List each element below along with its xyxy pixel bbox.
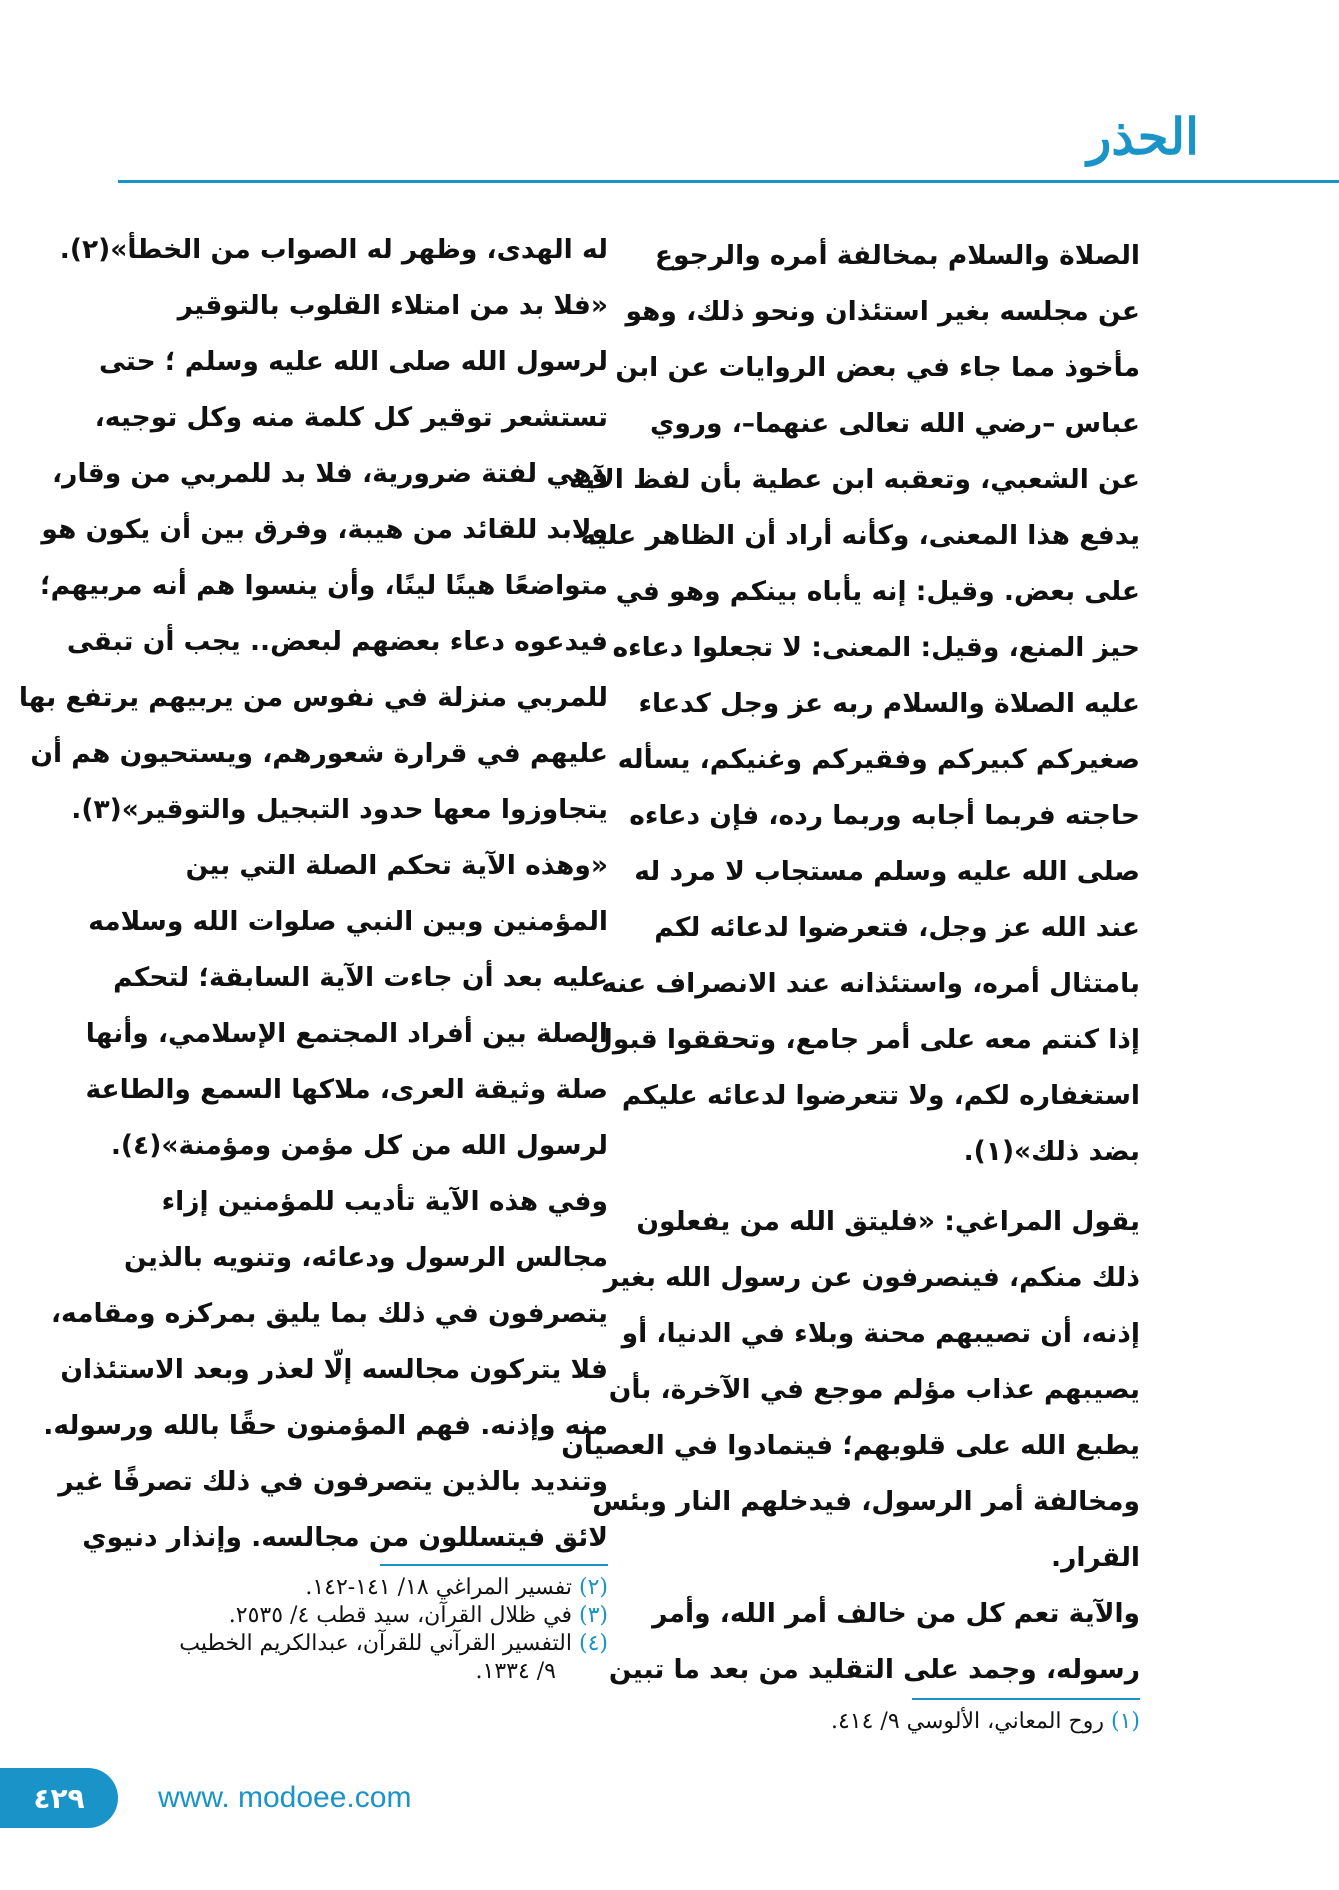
footnote-number: (٣)	[578, 1603, 608, 1628]
text-line: يتصرفون في ذلك بما يليق بمركزه ومقامه،	[50, 1298, 608, 1329]
footnote-divider	[912, 1698, 1140, 1700]
text-line: يصيبهم عذاب مؤلم موجع في الآخرة، بأن	[608, 1374, 1140, 1405]
text-line: فيدعوه دعاء بعضهم لبعض.. يجب أن تبقى	[66, 626, 608, 657]
text-line: له الهدى، وظهر له الصواب من الخطأ»(٢).	[59, 234, 608, 265]
footnote-text: تفسير المراغي ١٨/ ١٤١-١٤٢.	[305, 1575, 572, 1600]
footnote-continuation: ٩/ ١٣٣٤.	[475, 1659, 556, 1684]
text-line: عن الشعبي، وتعقبه ابن عطية بأن لفظ الآية	[569, 464, 1140, 495]
text-line: فلا يتركون مجالسه إلّا لعذر وبعد الاستئذان	[60, 1354, 608, 1385]
text-line: صلة وثيقة العرى، ملاكها السمع والطاعة	[85, 1074, 608, 1105]
text-line: الصلاة والسلام بمخالفة أمره والرجوع	[654, 240, 1140, 271]
text-line: عند الله عز وجل، فتعرضوا لدعائه لكم	[654, 912, 1140, 943]
text-line: لرسول الله صلى الله عليه وسلم ؛ حتى	[98, 346, 608, 377]
text-line: لائق فيتسللون من مجالسه. وإنذار دنيوي	[82, 1522, 608, 1553]
text-line: ومخالفة أمر الرسول، فيدخلهم النار وبئس	[592, 1486, 1140, 1517]
website-link[interactable]: www. modoee.com	[158, 1781, 412, 1814]
footnote	[652, 1708, 1140, 1736]
text-line: إذنه، أن تصيبهم محنة وبلاء في الدنيا، أو	[621, 1318, 1140, 1349]
text-line: مأخوذ مما جاء في بعض الروايات عن ابن	[615, 352, 1140, 383]
footnote	[118, 1574, 608, 1602]
page-header-title: الحذر	[1087, 107, 1199, 166]
left-text-column	[18, 222, 608, 1566]
footnote	[118, 1602, 608, 1630]
text-line: متواضعًا هينًا لينًا، وأن ينسوا هم أنه مربيهم؛	[40, 570, 608, 601]
text-line: ذلك منكم، فينصرفون عن رسول الله بغير	[603, 1262, 1140, 1293]
right-text-column	[561, 228, 1140, 1698]
text-line: إذا كنتم معه على أمر جامع، وتحققوا قبول	[589, 1024, 1140, 1055]
text-line: عليهم في قرارة شعورهم، ويستحيون هم أن	[30, 738, 608, 769]
footnote	[118, 1630, 608, 1658]
text-line: عباس –رضي الله تعالى عنهما–، وروي	[650, 408, 1140, 439]
text-line: للمربي منزلة في نفوس من يربيهم يرتفع بها	[18, 682, 608, 713]
text-line: «فلا بد من امتلاء القلوب بالتوقير	[177, 290, 608, 321]
text-line: الصلة بين أفراد المجتمع الإسلامي، وأنها	[85, 1018, 608, 1049]
text-line: يدفع هذا المعنى، وكأنه أراد أن الظاهر عليه	[580, 520, 1140, 551]
text-line: تستشعر توقير كل كلمة منه وكل توجيه،	[94, 402, 608, 433]
text-line: يطبع الله على قلوبهم؛ فيتمادوا في العصيان	[561, 1430, 1140, 1461]
footnote-text: في ظلال القرآن، سيد قطب ٤/ ٢٥٣٥.	[228, 1603, 572, 1628]
footnotes-right	[652, 1708, 1140, 1736]
page-number-badge: ٤٢٩	[0, 1768, 118, 1828]
text-line: رسوله، وجمد على التقليد من بعد ما تبين	[608, 1654, 1140, 1685]
footnote-divider	[380, 1564, 608, 1566]
text-line: وهي لفتة ضرورية، فلا بد للمربي من وقار،	[52, 458, 608, 489]
text-line: صلى الله عليه وسلم مستجاب لا مرد له	[634, 856, 1140, 887]
text-line: استغفاره لكم، ولا تتعرضوا لدعائه عليكم	[621, 1080, 1140, 1111]
text-line: حاجته فربما أجابه وربما رده، فإن دعاءه	[629, 800, 1140, 831]
text-line: لرسول الله من كل مؤمن ومؤمنة»(٤).	[110, 1130, 608, 1161]
text-line: وتنديد بالذين يتصرفون في ذلك تصرفًا غير	[58, 1466, 608, 1497]
text-line: القرار.	[1051, 1542, 1140, 1573]
text-line: «وهذه الآية تحكم الصلة التي بين	[185, 850, 608, 881]
footnote-number: (٢)	[578, 1575, 608, 1600]
text-line: منه وإذنه. فهم المؤمنون حقًا بالله ورسوله.	[43, 1410, 608, 1441]
header-divider	[118, 180, 1339, 183]
text-line: والآية تعم كل من خالف أمر الله، وأمر	[652, 1598, 1140, 1629]
text-line: يقول المراغي: «فليتق الله من يفعلون	[636, 1206, 1140, 1237]
footnote-text: روح المعاني، الألوسي ٩/ ٤١٤.	[830, 1709, 1104, 1734]
footnote-text: التفسير القرآني للقرآن، عبدالكريم الخطيب	[179, 1631, 572, 1656]
footnotes-left	[118, 1574, 608, 1686]
text-line: بضد ذلك»(١).	[963, 1136, 1140, 1167]
text-line: بامتثال أمره، واستئذانه عند الانصراف عنه	[601, 968, 1140, 999]
text-line: على بعض. وقيل: إنه يأباه بينكم وهو في	[615, 576, 1140, 607]
text-line: يتجاوزوا معها حدود التبجيل والتوقير»(٣).	[71, 794, 608, 825]
text-line: عليه الصلاة والسلام ربه عز وجل كدعاء	[638, 688, 1140, 719]
text-line: ولابد للقائد من هيبة، وفرق بين أن يكون هو	[41, 514, 608, 545]
text-line: عن مجلسه بغير استئذان ونحو ذلك، وهو	[625, 296, 1140, 327]
text-line: المؤمنين وبين النبي صلوات الله وسلامه	[88, 906, 608, 937]
text-line: مجالس الرسول ودعائه، وتنويه بالذين	[123, 1242, 608, 1273]
text-line: وفي هذه الآية تأديب للمؤمنين إزاء	[161, 1186, 608, 1217]
text-line: صغيركم كبيركم وفقيركم وغنيكم، يسأله	[617, 744, 1140, 775]
footnote-number: (٤)	[578, 1631, 608, 1656]
text-line: حيز المنع، وقيل: المعنى: لا تجعلوا دعاءه	[612, 632, 1140, 663]
text-line: عليه بعد أن جاءت الآية السابقة؛ لتحكم	[113, 962, 608, 993]
footnote-number: (١)	[1110, 1709, 1140, 1734]
